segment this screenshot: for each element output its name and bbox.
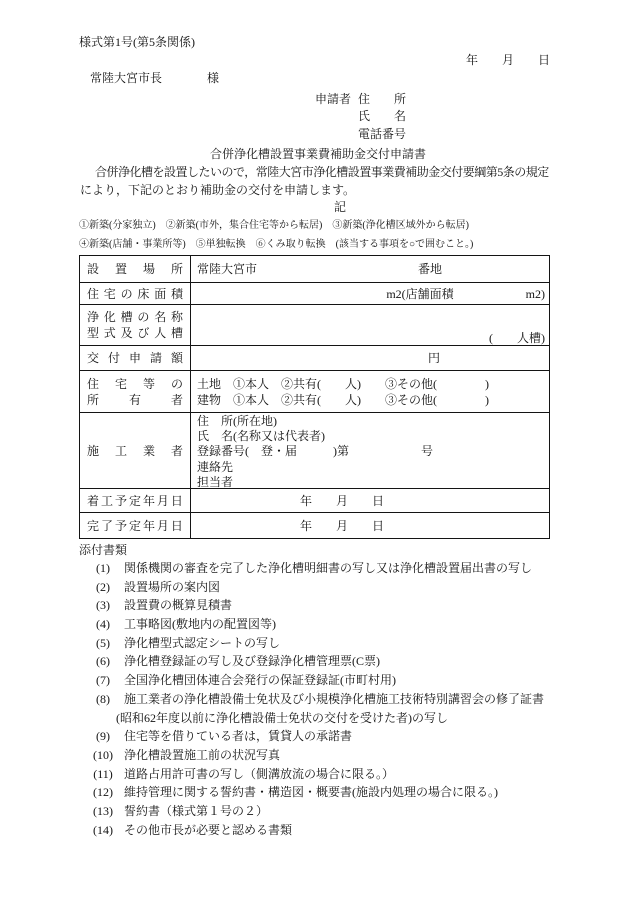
item-number: (3) (96, 598, 110, 613)
start-date-value: 年 月 日 (300, 493, 385, 508)
item-number: (14) (93, 822, 113, 837)
amount-unit: 円 (428, 351, 441, 365)
list-item (88, 690, 550, 709)
application-table (79, 255, 550, 539)
applicant-address-label: 住 所 (358, 92, 407, 106)
label-char: の (170, 376, 183, 391)
owner-label-line-1 (87, 376, 183, 392)
applicant-phone-label: 電話番号 (358, 127, 407, 141)
label-char: 交 (87, 351, 100, 365)
item-text: 浄化槽登録証の写し及び登録浄化槽管理票(C票) (124, 654, 380, 669)
location-label-cell (80, 256, 191, 282)
tank-label-cell (80, 305, 191, 345)
label-char: 申 (128, 351, 141, 365)
label-char: 所 (170, 262, 183, 276)
item-number: (11) (93, 766, 113, 781)
label-char: 施 (87, 443, 100, 458)
owner-label-line-2 (87, 392, 183, 408)
item-number: (1) (96, 561, 110, 575)
item-text: 工事略図(敷地内の配置図等) (124, 617, 276, 632)
item-number: (9) (96, 729, 110, 744)
list-item (88, 821, 550, 840)
label-char: 設 (87, 262, 100, 276)
list-item (88, 652, 550, 671)
label-char: 月 (156, 518, 169, 533)
label-char: 着 (87, 493, 100, 508)
row-owner (80, 371, 549, 413)
item-number: (13) (93, 803, 113, 818)
label-char: 定 (128, 493, 141, 508)
list-item (88, 559, 550, 578)
label-char: 浄 (87, 310, 100, 324)
label-char: 月 (156, 493, 169, 508)
item-text: 浄化槽型式認定シートの写し (124, 635, 281, 650)
row-floor-area (80, 283, 549, 305)
item-text: 道路占用許可書の写し（側溝放流の場合に限る。） (124, 766, 395, 781)
label-char: 型 (87, 326, 100, 340)
item-text: 全国浄化槽団体連合会発行の保証登録証(市町村用) (124, 673, 396, 688)
contractor-address-line: 住 所(所在地) (197, 414, 277, 428)
label-char: 場 (142, 262, 155, 276)
label-char: 予 (114, 518, 127, 533)
label-char: 及 (120, 326, 133, 340)
item-number: (12) (93, 785, 113, 800)
list-item (88, 615, 550, 634)
amount-value-cell (191, 346, 549, 370)
owner-land-line: 土地 ①本人 ②共有( 人) ③その他( ) (197, 376, 489, 391)
row-tank (80, 305, 549, 346)
applicant-role: 申請者 (315, 92, 352, 106)
addressee-honorific: 様 (207, 71, 220, 85)
label-char: 完 (87, 518, 100, 533)
contractor-label (87, 443, 183, 459)
label-char: 工 (100, 493, 113, 508)
body-text-line-1: 合併浄化槽を設置したいので，常陸大宮市浄化槽設置事業費補助金交付要綱第5条の規定 (95, 165, 549, 179)
label-char: 者 (170, 443, 183, 458)
options-line-1: ①新築(分家独立) ②新築(市外，集合住宅等から転居) ③新築(浄化槽区域外から転居) (79, 220, 469, 231)
end-date-value-cell (191, 513, 549, 538)
end-date-label (87, 518, 183, 534)
options-line-2: ④新築(店舗・事業所等) ⑤単独転換 ⑥くみ取り転換 (該当する事項を○で囲むこと。) (79, 239, 474, 250)
ki-marker: 記 (334, 200, 347, 214)
start-date-label-cell (80, 489, 191, 512)
location-suffix: 番地 (418, 262, 443, 276)
document-title: 合併浄化槽設置事業費補助金交付申請書 (209, 147, 426, 161)
attachments-list (88, 559, 550, 839)
list-item (88, 746, 550, 765)
item-text: 設置費の概算見積書 (124, 598, 233, 613)
item-text-continuation: (昭和62年度以前に浄化槽設備士免状の交付を受けた者)の写し (116, 710, 448, 725)
label-char: 等 (142, 376, 155, 391)
label-char: の (120, 286, 133, 301)
floor-area-value: m2(店舗面積 m2) (386, 286, 545, 301)
start-date-label (87, 493, 183, 509)
item-text: 誓約書（様式第１号の２） (124, 803, 269, 818)
label-char: 日 (170, 518, 183, 533)
list-item (88, 727, 550, 746)
item-text: 浄化槽設置施工前の状況写真 (124, 747, 281, 762)
label-char: 請 (149, 351, 162, 365)
tank-value-cell (191, 305, 549, 345)
list-item (88, 802, 550, 821)
label-char: 面 (154, 286, 167, 301)
row-end-date (80, 513, 549, 539)
contractor-label-cell (80, 413, 191, 488)
tank-label-line-1 (87, 309, 183, 325)
label-char: 工 (114, 443, 127, 458)
item-number: (10) (93, 747, 113, 762)
amount-label (87, 350, 183, 366)
label-char: の (137, 310, 150, 324)
owner-label-cell (80, 371, 191, 412)
row-start-date (80, 489, 549, 513)
row-location (80, 256, 549, 283)
item-text: 関係機関の審査を完了した浄化槽明細書の写し又は浄化槽設置届出書の写し (124, 561, 533, 575)
label-char: 予 (114, 493, 127, 508)
contractor-registration-line: 登録番号( 登・届 )第 号 (197, 444, 433, 459)
tank-label-line-2 (87, 325, 183, 341)
label-char: 有 (128, 392, 141, 407)
contractor-contact-line: 連絡先 (197, 459, 234, 474)
row-amount (80, 346, 549, 371)
label-char: 所 (87, 392, 100, 407)
label-char: 業 (142, 443, 155, 458)
owner-value-cell (191, 371, 549, 412)
list-item-continuation (88, 709, 550, 728)
body-text-line-2: により，下記のとおり補助金の交付を申請します。 (80, 183, 356, 197)
label-char: 住 (87, 286, 100, 301)
label-char: 宅 (103, 286, 116, 301)
start-date-value-cell (191, 489, 549, 512)
label-char: 額 (170, 351, 183, 365)
item-number: (6) (96, 654, 110, 669)
item-number: (7) (96, 673, 110, 688)
tank-capacity-value: ( 人槽) (489, 331, 545, 345)
item-text: 住宅等を借りている者は，賃貸人の承諾書 (124, 729, 353, 744)
label-char: 式 (103, 326, 116, 340)
label-char: 年 (142, 493, 155, 508)
list-item (88, 783, 550, 802)
label-char: 住 (87, 376, 100, 391)
end-date-value: 年 月 日 (300, 518, 385, 533)
label-char: 定 (128, 518, 141, 533)
addressee-name: 常陸大宮市長 (90, 71, 163, 85)
location-city: 常陸大宮市 (197, 262, 258, 276)
list-item (88, 671, 550, 690)
list-item (88, 765, 550, 784)
floor-area-label-cell (80, 283, 191, 304)
item-number: (2) (96, 579, 110, 594)
label-char: 置 (114, 262, 127, 276)
location-value-cell (191, 256, 549, 282)
floor-area-value-cell (191, 283, 549, 304)
label-char: 年 (142, 518, 155, 533)
item-text: その他市長が必要と認める書類 (124, 822, 293, 837)
label-char: 称 (170, 310, 183, 324)
item-text: 設置場所の案内図 (124, 579, 221, 594)
label-char: 了 (100, 518, 113, 533)
label-char: 積 (170, 286, 183, 301)
label-char: 日 (170, 493, 183, 508)
item-number: (8) (96, 691, 110, 706)
list-item (88, 578, 550, 597)
item-text: 施工業者の浄化槽設備士免状及び小規模浄化槽施工技術特別講習会の修了証書 (124, 691, 545, 706)
label-char: 人 (154, 326, 167, 340)
contractor-name-line: 氏 名(名称又は代表者) (197, 429, 325, 444)
label-char: び (137, 326, 150, 340)
contractor-value-cell (191, 413, 549, 488)
label-char: 付 (107, 351, 120, 365)
label-char: 宅 (114, 376, 127, 391)
item-number: (5) (96, 635, 110, 650)
owner-building-line: 建物 ①本人 ②共有( 人) ③その他( ) (197, 392, 489, 407)
item-text: 維持管理に関する誓約書・構造図・概要書(施設内処理の場合に限る。) (124, 785, 498, 800)
label-char: 槽 (170, 326, 183, 340)
label-char: 化 (103, 310, 116, 324)
floor-area-label (87, 286, 183, 302)
form-number: 様式第1号(第5条関係) (79, 35, 195, 49)
application-date: 年 月 日 (466, 53, 551, 67)
end-date-label-cell (80, 513, 191, 538)
label-char: 者 (170, 392, 183, 407)
list-item (88, 634, 550, 653)
amount-label-cell (80, 346, 191, 370)
item-number: (4) (96, 617, 110, 632)
contractor-person-line: 担当者 (197, 474, 234, 489)
label-char: 名 (154, 310, 167, 324)
applicant-name-label: 氏 名 (358, 109, 407, 123)
list-item (88, 596, 550, 615)
label-char: 槽 (120, 310, 133, 324)
label-char: 床 (137, 286, 150, 301)
location-label (87, 261, 183, 277)
row-contractor (80, 413, 549, 489)
attachments-heading: 添付書類 (79, 543, 128, 557)
